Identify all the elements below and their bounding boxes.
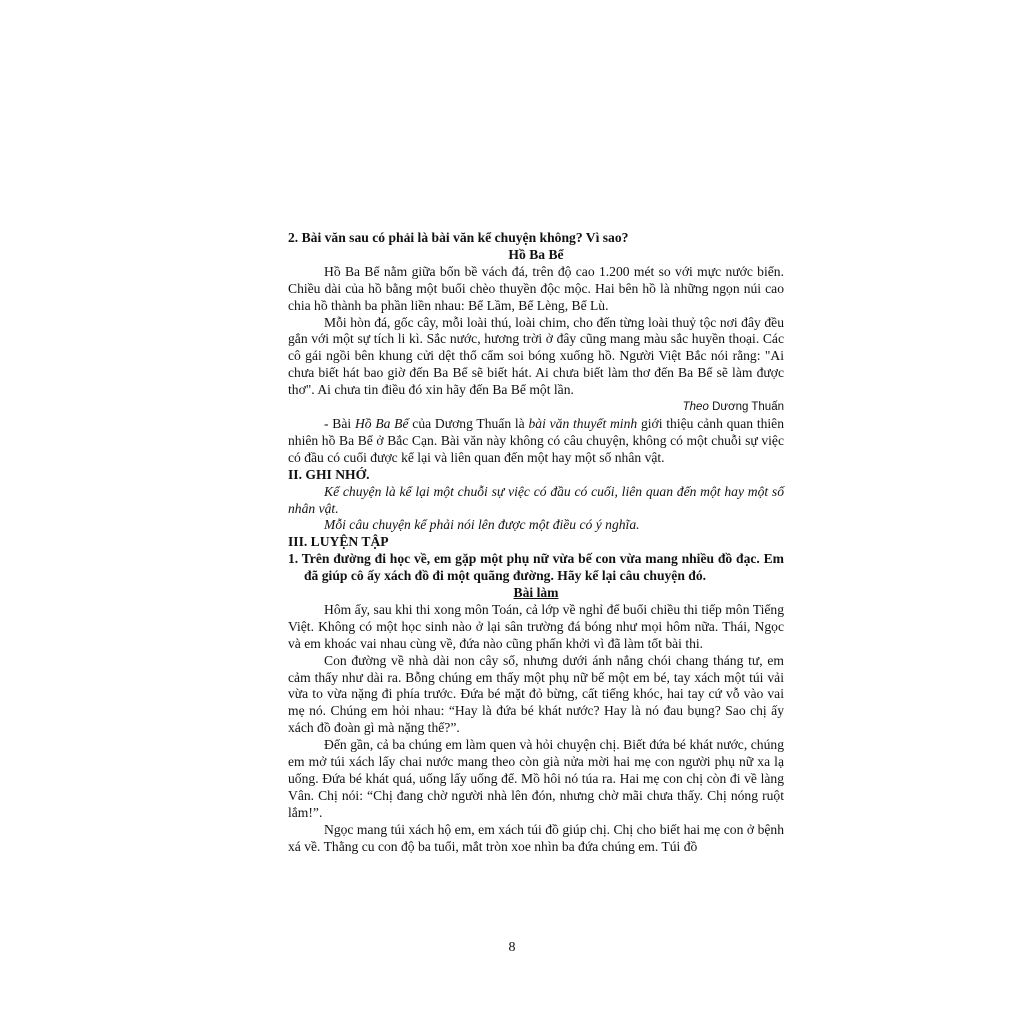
answer-text: giới thiệu cảnh quan thiên nhiên hồ Ba Bể ở Bắc Cạn. Bài văn này không có câu chuyện, không có một chuỗi sự việc có đầu có cuối được kể lại và liên quan đến một hay một số nhân vật.	[288, 415, 784, 465]
essay-paragraph: Hôm ấy, sau khi thi xong môn Toán, cả lớp về nghỉ để buổi chiều thi tiếp môn Tiếng Việt. Không có một học sinh nào ở lại sân trường đá bóng như mọi hôm nữa. Thái, Ngọc và em khoác vai nhau cùng về, đứa nào cũng phấn khởi vì đã làm tốt bài thi.	[288, 601, 784, 651]
answer-text: của Dương Thuấn là	[408, 415, 529, 431]
story-paragraph: Hồ Ba Bể nằm giữa bốn bề vách đá, trên độ cao 1.200 mét so với mực nước biển. Chiều dài của hồ bằng một buổi chèo thuyền độc mộc. Hai bên hồ là những ngọn núi cao chia hồ thành ba phần liền nhau: Bể Lầm, Bể Lèng, Bể Lù.	[288, 263, 784, 313]
story-paragraph: Mỗi hòn đá, gốc cây, mỗi loài thú, loài chim, cho đến từng loài thuỷ tộc nơi đây đều gắn với một sự tích li kì. Sắc nước, hương trời ở đây cũng mang màu sắc huyền thoại. Các cô gái ngồi bên khung cửi dệt thổ cẩm soi bóng xuống hồ. Người Việt Bắc nói rằng: "Ai chưa biết hát bao giờ đến Ba Bể sẽ biết hát. Ai chưa biết làm thơ đến Ba Bể sẽ làm được thơ". Ai chưa tin điều đó xin hãy đến Ba Bể một lần.	[288, 314, 784, 398]
luyen-tap-heading: III. LUYỆN TẬP	[288, 534, 389, 550]
attribution	[288, 399, 784, 416]
essay-paragraph: Đến gần, cả ba chúng em làm quen và hỏi chuyện chị. Biết đứa bé khát nước, chúng em mở túi xách lấy chai nước mang theo còn già nửa mời hai mẹ con người phụ nữ xa lạ uống. Đứa bé khát quá, uống lấy uống để. Mồ hôi nó túa ra. Hai mẹ con chị còn đi về làng Vân. Chị nói: “Chị đang chờ người nhà lên đón, nhưng chờ mãi chưa thấy. Chị nóng ruột lắm!”.	[288, 737, 784, 820]
answer-italic-genre: bài văn thuyết minh	[528, 415, 638, 431]
ghi-nho-item: Mỗi câu chuyện kể phải nói lên được một điều có ý nghĩa.	[324, 517, 640, 533]
attribution-author: Dương Thuấn	[712, 401, 784, 414]
exercise-1: 1. Trên đường đi học về, em gặp một phụ nữ vừa bế con vừa mang nhiều đồ đạc. Em đã giúp cô ấy xách đồ đi một quãng đường. Hãy kể lại câu chuyện đó.	[288, 551, 784, 584]
page-number: 8	[508, 940, 516, 955]
answer-text: - Bài	[324, 415, 355, 431]
story-title: Hồ Ba Bể	[508, 246, 564, 262]
bai-lam-heading: Bài làm	[513, 585, 559, 601]
attribution-theo: Theo	[682, 401, 709, 414]
essay-paragraph: Ngọc mang túi xách hộ em, em xách túi đồ giúp chị. Chị cho biết hai mẹ con ở bệnh xá về. Thằng cu con độ ba tuổi, mắt tròn xoe nhìn ba đứa chúng em. Túi đồ	[288, 821, 784, 854]
answer-paragraph	[288, 416, 784, 467]
essay-paragraph: Con đường về nhà dài non cây số, nhưng dưới ánh nắng chói chang tháng tư, em cảm thấy như dài ra. Bỗng chúng em thấy một phụ nữ bế một em bé, tay xách một túi vải vừa to vừa nặng đi phía trước. Đứa bé mặt đỏ bừng, cất tiếng khóc, hai tay cứ vỗ vào vai mẹ nó. Chúng em hỏi nhau: “Hay là đứa bé khát nước? Hay là nó đau bụng? Sao chị ấy xách đồ đoàn gì mà nặng thế?”.	[288, 652, 784, 736]
question-2: 2. Bài văn sau có phải là bài văn kể chuyện không? Vì sao?	[288, 230, 629, 245]
ghi-nho-heading: II. GHI NHỚ.	[288, 466, 370, 482]
answer-italic-title: Hồ Ba Bể	[354, 415, 409, 431]
document-page	[288, 230, 784, 856]
ghi-nho-item: Kể chuyện là kể lại một chuỗi sự việc có đầu có cuối, liên quan đến một hay một số nhân vật.	[288, 483, 784, 516]
